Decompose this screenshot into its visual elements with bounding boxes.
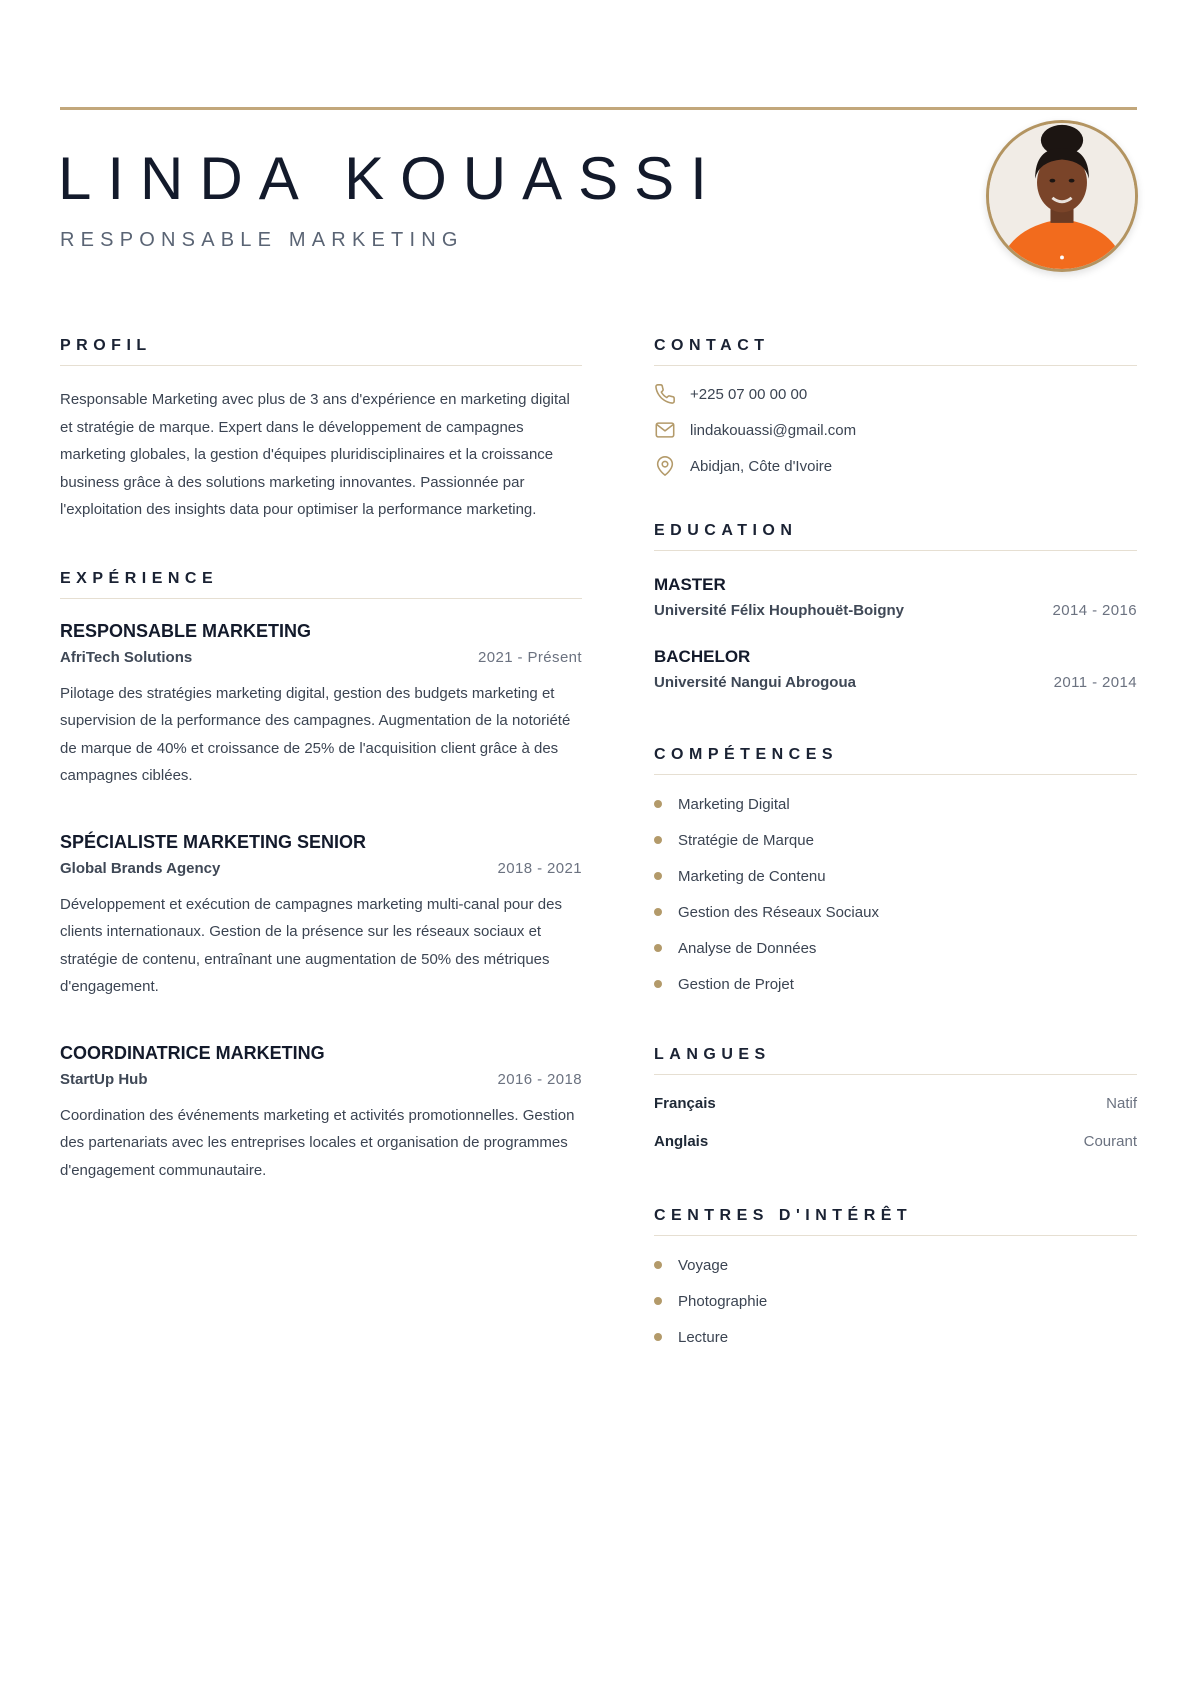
education-heading: EDUCATION (654, 522, 798, 539)
experience-title: COORDINATRICE MARKETING (60, 1042, 325, 1063)
experience-title: SPÉCIALISTE MARKETING SENIOR (60, 831, 367, 852)
skill-item (654, 858, 1137, 894)
skill-item (654, 822, 1137, 858)
language-level: Courant (1083, 1132, 1137, 1150)
skill-item (654, 894, 1137, 930)
skill-label: Analyse de Données (678, 939, 817, 957)
profile-photo (986, 120, 1138, 272)
section-divider (654, 1235, 1137, 1236)
experience-item (60, 1042, 582, 1185)
skill-label: Marketing Digital (678, 795, 790, 813)
language-name: Anglais (654, 1132, 709, 1150)
experience-company: AfriTech Solutions (60, 648, 193, 666)
bullet-icon (654, 980, 662, 988)
contact-location-text: Abidjan, Côte d'Ivoire (690, 457, 833, 475)
skill-label: Marketing de Contenu (678, 867, 826, 885)
interest-label: Photographie (678, 1292, 768, 1310)
skill-label: Stratégie de Marque (678, 831, 814, 849)
header-divider (60, 107, 1137, 110)
bullet-icon (654, 1261, 662, 1269)
experience-company: StartUp Hub (60, 1070, 148, 1088)
contact-location (654, 448, 1137, 484)
bullet-icon (654, 872, 662, 880)
education-degree: BACHELOR (654, 647, 751, 666)
language-item (654, 1084, 1137, 1122)
skill-item (654, 966, 1137, 1002)
mail-icon (654, 419, 676, 441)
experience-dates: 2018 - 2021 (497, 859, 582, 877)
section-divider (654, 1074, 1137, 1075)
language-level: Natif (1106, 1094, 1137, 1112)
skill-item (654, 786, 1137, 822)
education-item (654, 646, 1137, 693)
left-column (60, 336, 582, 1184)
profile-summary: Responsable Marketing avec plus de 3 ans d'expérience en marketing digital et stratégie de marque. Expert dans le développement de campagnes marketing globales, la gestion d'équipes pluridisciplinaires et la croissance business grâce à des solutions marketing innovantes. Passionnée par l'exploitation des insights data pour optimiser la performance marketing. (60, 391, 570, 518)
interest-item (654, 1283, 1137, 1319)
interest-label: Voyage (678, 1256, 729, 1274)
contact-section (654, 336, 1137, 484)
experience-item (60, 620, 582, 790)
bullet-icon (654, 944, 662, 952)
contact-email (654, 412, 1137, 448)
section-divider (654, 550, 1137, 551)
interests-section (654, 1206, 1137, 1355)
experience-description: Coordination des événements marketing et activités promotionnelles. Gestion des partenariats avec les entreprises locales et organisation de programmes d'engagement communautaire. (60, 1106, 575, 1179)
experience-dates: 2021 - Présent (478, 648, 582, 666)
section-divider (60, 598, 582, 599)
experience-heading: EXPÉRIENCE (60, 569, 219, 587)
interest-item (654, 1247, 1137, 1283)
education-school: Université Nangui Abrogoua (654, 674, 856, 691)
interest-label: Lecture (678, 1328, 729, 1346)
education-dates: 2011 - 2014 (1053, 674, 1137, 691)
section-divider (654, 365, 1137, 366)
profile-section (60, 336, 582, 524)
skill-label: Gestion de Projet (678, 975, 794, 993)
bullet-icon (654, 908, 662, 916)
skills-section (654, 745, 1137, 1002)
candidate-name: LINDA KOUASSI (58, 145, 723, 212)
profile-heading: PROFIL (60, 337, 152, 354)
bullet-icon (654, 1297, 662, 1305)
contact-email-text: lindakouassi@gmail.com (690, 421, 857, 439)
phone-icon (654, 383, 676, 405)
bullet-icon (654, 800, 662, 808)
contact-phone (654, 376, 1137, 412)
map-pin-icon (654, 455, 676, 477)
experience-dates: 2016 - 2018 (497, 1070, 582, 1088)
section-divider (60, 365, 582, 366)
experience-section (60, 569, 582, 1185)
skills-heading: COMPÉTENCES (654, 746, 839, 763)
interest-item (654, 1319, 1137, 1355)
language-name: Français (654, 1094, 716, 1112)
skill-label: Gestion des Réseaux Sociaux (678, 903, 879, 921)
education-degree: MASTER (654, 575, 726, 594)
contact-heading: CONTACT (654, 337, 770, 354)
experience-description: Pilotage des stratégies marketing digital, gestion des budgets marketing et supervision de la performance des campagnes. Augmentation de la notoriété de marque de 40% et croissance de 25% de l'acquisition client grâce à des campagnes ciblées. (60, 684, 571, 784)
education-section (654, 521, 1137, 693)
job-title: RESPONSABLE MARKETING (60, 229, 464, 251)
skill-item (654, 930, 1137, 966)
education-school: Université Félix Houphouët-Boigny (654, 602, 905, 619)
experience-title: RESPONSABLE MARKETING (60, 620, 312, 641)
bullet-icon (654, 1333, 662, 1341)
bullet-icon (654, 836, 662, 844)
contact-phone-text: +225 07 00 00 00 (690, 385, 808, 403)
experience-company: Global Brands Agency (60, 859, 221, 877)
language-item (654, 1122, 1137, 1160)
languages-heading: LANGUES (654, 1046, 771, 1063)
education-item (654, 574, 1137, 621)
interests-heading: CENTRES D'INTÉRÊT (654, 1207, 913, 1224)
experience-description: Développement et exécution de campagnes marketing multi-canal pour des clients internationaux. Gestion de la présence sur les réseaux sociaux et stratégie de contenu, entraînant une augmentation de 50% des métriques d'engagement. (60, 895, 562, 995)
languages-section (654, 1045, 1137, 1160)
experience-item (60, 831, 582, 1001)
section-divider (654, 774, 1137, 775)
right-column (654, 336, 1137, 1355)
education-dates: 2014 - 2016 (1052, 602, 1137, 619)
